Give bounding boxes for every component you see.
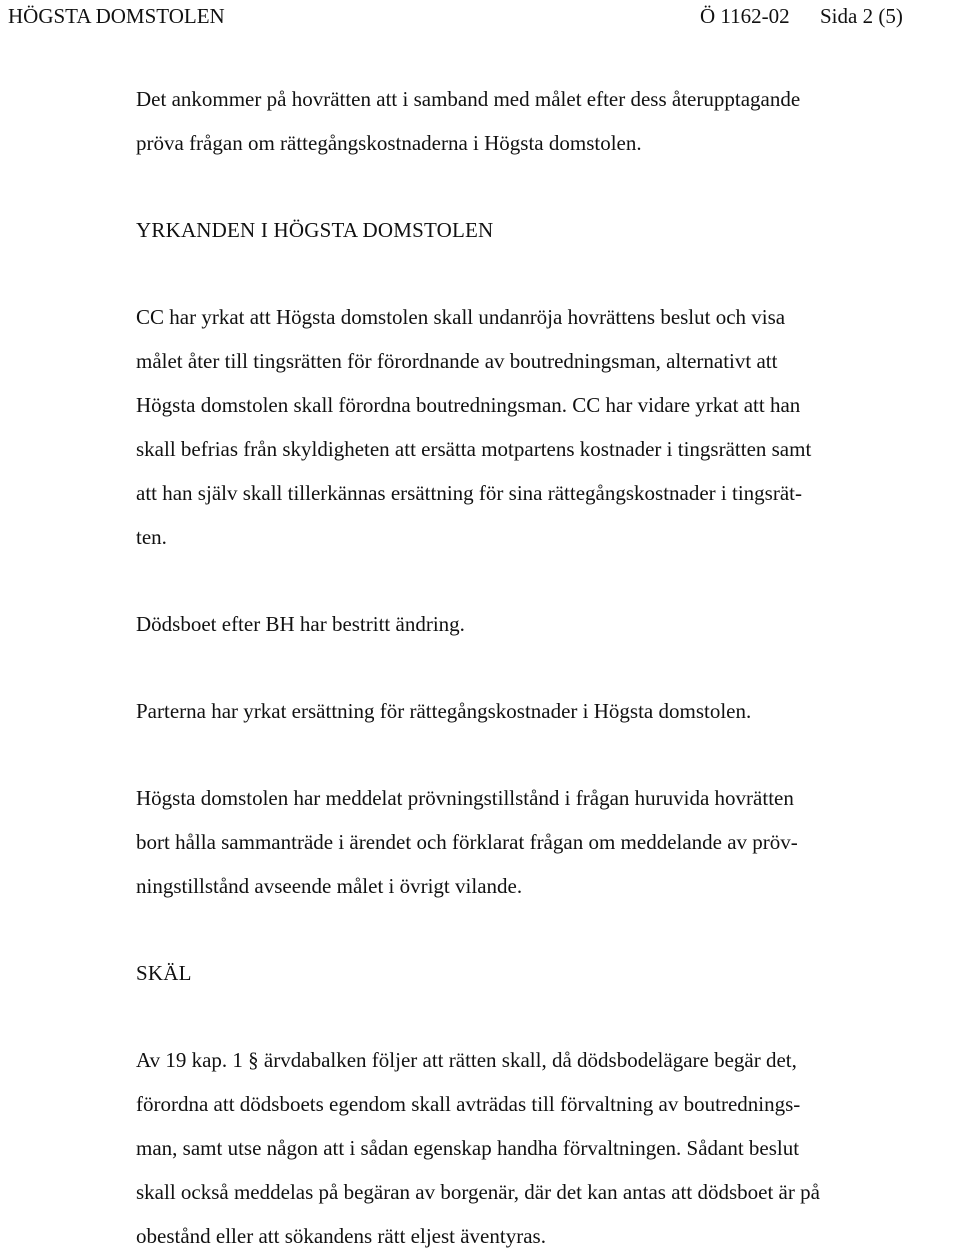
- case-number: Ö 1162-02: [700, 4, 790, 28]
- text-line: Av 19 kap. 1 § ärvdabalken följer att rätten skall, då dödsbodelägare begär det,: [136, 1048, 797, 1072]
- page-number: Sida 2 (5): [820, 4, 903, 28]
- paragraph-intro: [136, 77, 954, 165]
- text-line: målet åter till tingsrätten för förordnande av boutredningsman, alternativt att: [136, 349, 778, 373]
- text-line: att han själv skall tillerkännas ersättning för sina rättegångskostnader i tingsrät-: [136, 481, 802, 505]
- court-name: HÖGSTA DOMSTOLEN: [8, 4, 225, 28]
- heading-text: YRKANDEN I HÖGSTA DOMSTOLEN: [136, 218, 494, 242]
- text-line: man, samt utse någon att i sådan egenskap handha förvaltningen. Sådant beslut: [136, 1136, 800, 1160]
- text-line: Dödsboet efter BH har bestritt ändring.: [136, 612, 465, 636]
- text-line: Högsta domstolen har meddelat prövningstillstånd i frågan huruvida hovrätten: [136, 786, 794, 810]
- text-line: skall också meddelas på begäran av borgenär, där det kan antas att dödsboet är på: [136, 1180, 820, 1204]
- paragraph-opposition: [136, 602, 954, 646]
- section-heading-reasons: [136, 951, 954, 995]
- text-line: ten.: [136, 525, 167, 549]
- paragraph-claims: [136, 295, 954, 559]
- paragraph-costs: [136, 689, 954, 733]
- text-line: Parterna har yrkat ersättning för rättegångskostnader i Högsta domstolen.: [136, 699, 752, 723]
- document-body: [136, 77, 954, 1258]
- heading-text: SKÄL: [136, 961, 192, 985]
- text-line: pröva frågan om rättegångskostnaderna i Högsta domstolen.: [136, 131, 642, 155]
- paragraph-leave-to-appeal: [136, 776, 954, 908]
- text-line: förordna att dödsboets egendom skall avträdas till förvaltning av boutrednings-: [136, 1092, 801, 1116]
- text-line: bort hålla sammanträde i ärendet och förklarat frågan om meddelande av pröv-: [136, 830, 798, 854]
- text-line: CC har yrkat att Högsta domstolen skall undanröja hovrättens beslut och visa: [136, 305, 786, 329]
- paragraph-reasons: [136, 1038, 954, 1258]
- text-line: ningstillstånd avseende målet i övrigt vilande.: [136, 874, 523, 898]
- text-line: skall befrias från skyldigheten att ersätta motpartens kostnader i tingsrätten samt: [136, 437, 812, 461]
- page-header: [0, 0, 960, 32]
- text-line: Det ankommer på hovrätten att i samband med målet efter dess återupptagande: [136, 87, 801, 111]
- text-line: Högsta domstolen skall förordna boutredningsman. CC har vidare yrkat att han: [136, 393, 801, 417]
- text-line: obestånd eller att sökandens rätt eljest äventyras.: [136, 1224, 546, 1248]
- section-heading-claims: [136, 208, 954, 252]
